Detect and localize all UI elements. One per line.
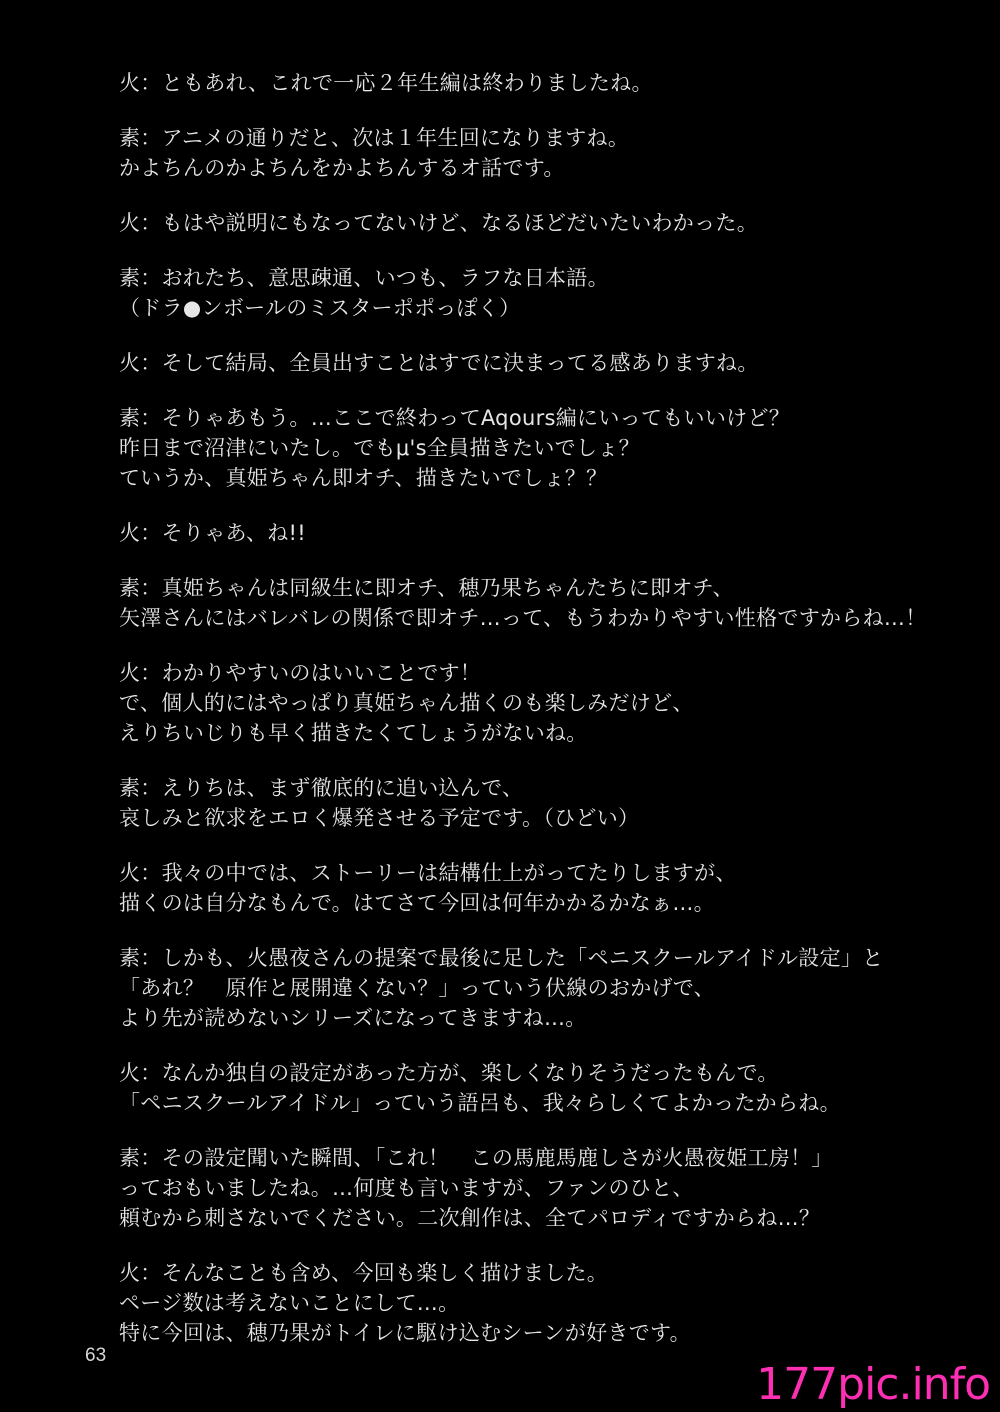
dialogue-line: 火：そんなことも含め、今回も楽しく描けました。	[119, 1261, 609, 1285]
dialogue-block	[119, 518, 959, 548]
dialogue-block	[119, 773, 959, 833]
dialogue-line: かよちんのかよちんをかよちんするオ話です。	[119, 156, 565, 180]
dialogue-line: っておもいましたね。…何度も言いますが、ファンのひと、	[119, 1176, 694, 1200]
dialogue-block	[119, 263, 959, 323]
dialogue-line: 特に今回は、穂乃果がトイレに駆け込むシーンが好きです。	[119, 1321, 691, 1345]
dialogue-block	[119, 68, 959, 98]
dialogue-line: 素：その設定聞いた瞬間、「これ！ この馬鹿馬鹿しさが火愚夜姫工房！」	[119, 1146, 833, 1170]
dialogue-block	[119, 1258, 959, 1348]
dialogue-block	[119, 658, 959, 748]
dialogue-line: 火：そりゃあ、ね!!	[119, 521, 306, 545]
dialogue-line: 「あれ？ 原作と展開違くない？」っていう伏線のおかげで、	[119, 976, 715, 1000]
dialogue-line: 火：なんか独自の設定があった方が、楽しくなりそうだったもんで。	[119, 1061, 779, 1085]
dialogue-line: えりちいじりも早く描きたくてしょうがないね。	[119, 721, 588, 745]
dialogue-line: 哀しみと欲求をエロく爆発させる予定です。（ひどい）	[119, 806, 640, 830]
dialogue-line: 素：そりゃあもう。…ここで終わってAqours編にいってもいいけど？	[119, 406, 791, 430]
dialogue-line: 火：もはや説明にもなってないけど、なるほどだいたいわかった。	[119, 211, 758, 235]
dialogue-line: （ドラ●ンボールのミスターポポっぽく）	[119, 296, 521, 320]
dialogue-line: より先が読めないシリーズになってきますね…。	[119, 1006, 587, 1030]
dialogue-line: 素：アニメの通りだと、次は１年生回になりますね。	[119, 126, 630, 150]
dialogue-line: 描くのは自分なもんで。はてさて今回は何年かかるかなぁ…。	[119, 891, 715, 915]
dialogue-line: 火：わかりやすいのはいいことです！	[119, 661, 482, 685]
dialogue-line: 「ペニスクールアイドル」っていう語呂も、我々らしくてよかったからね。	[119, 1091, 841, 1115]
dialogue-line: 火：ともあれ、これで一応２年生編は終わりましたね。	[119, 71, 653, 95]
dialogue-line: 素：えりちは、まず徹底的に追い込んで、	[119, 776, 524, 800]
watermark[interactable]: 177pic.info	[756, 1359, 990, 1410]
dialogue-block	[119, 348, 959, 378]
dialogue-block	[119, 403, 959, 493]
dialogue-line: で、個人的にはやっぱり真姫ちゃん描くのも楽しみだけど、	[119, 691, 694, 715]
dialogue-block	[119, 123, 959, 183]
dialogue-line: 頼むから刺さないでください。二次創作は、全てパロディですからね…？	[119, 1206, 821, 1230]
dialogue-line: 素：しかも、火愚夜さんの提案で最後に足した「ペニスクールアイドル設定」と	[119, 946, 884, 970]
dialogue-block	[119, 1058, 959, 1118]
dialogue-text	[119, 68, 959, 1373]
dialogue-line: 素：真姫ちゃんは同級生に即オチ、穂乃果ちゃんたちに即オチ、	[119, 576, 734, 600]
dialogue-line: ページ数は考えないことにして…。	[119, 1291, 460, 1315]
dialogue-line: ていうか、真姫ちゃん即オチ、描きたいでしょ？？	[119, 466, 608, 490]
dialogue-line: 昨日まで沼津にいたし。でもμ's全員描きたいでしょ？	[119, 436, 640, 460]
dialogue-block	[119, 573, 959, 633]
dialogue-line: 火：そして結局、全員出すことはすでに決まってる感ありますね。	[119, 351, 759, 375]
dialogue-block	[119, 1143, 959, 1233]
dialogue-block	[119, 208, 959, 238]
dialogue-line: 火：我々の中では、ストーリーは結構仕上がってたりしますが、	[119, 861, 737, 885]
dialogue-block	[119, 858, 959, 918]
page-number: 63	[85, 1345, 107, 1366]
dialogue-line: 矢澤さんにはバレバレの関係で即オチ…って、もうわかりやすい性格ですからね…！	[119, 606, 927, 630]
dialogue-line: 素：おれたち、意思疎通、いつも、ラフな日本語。	[119, 266, 609, 290]
dialogue-block	[119, 943, 959, 1033]
